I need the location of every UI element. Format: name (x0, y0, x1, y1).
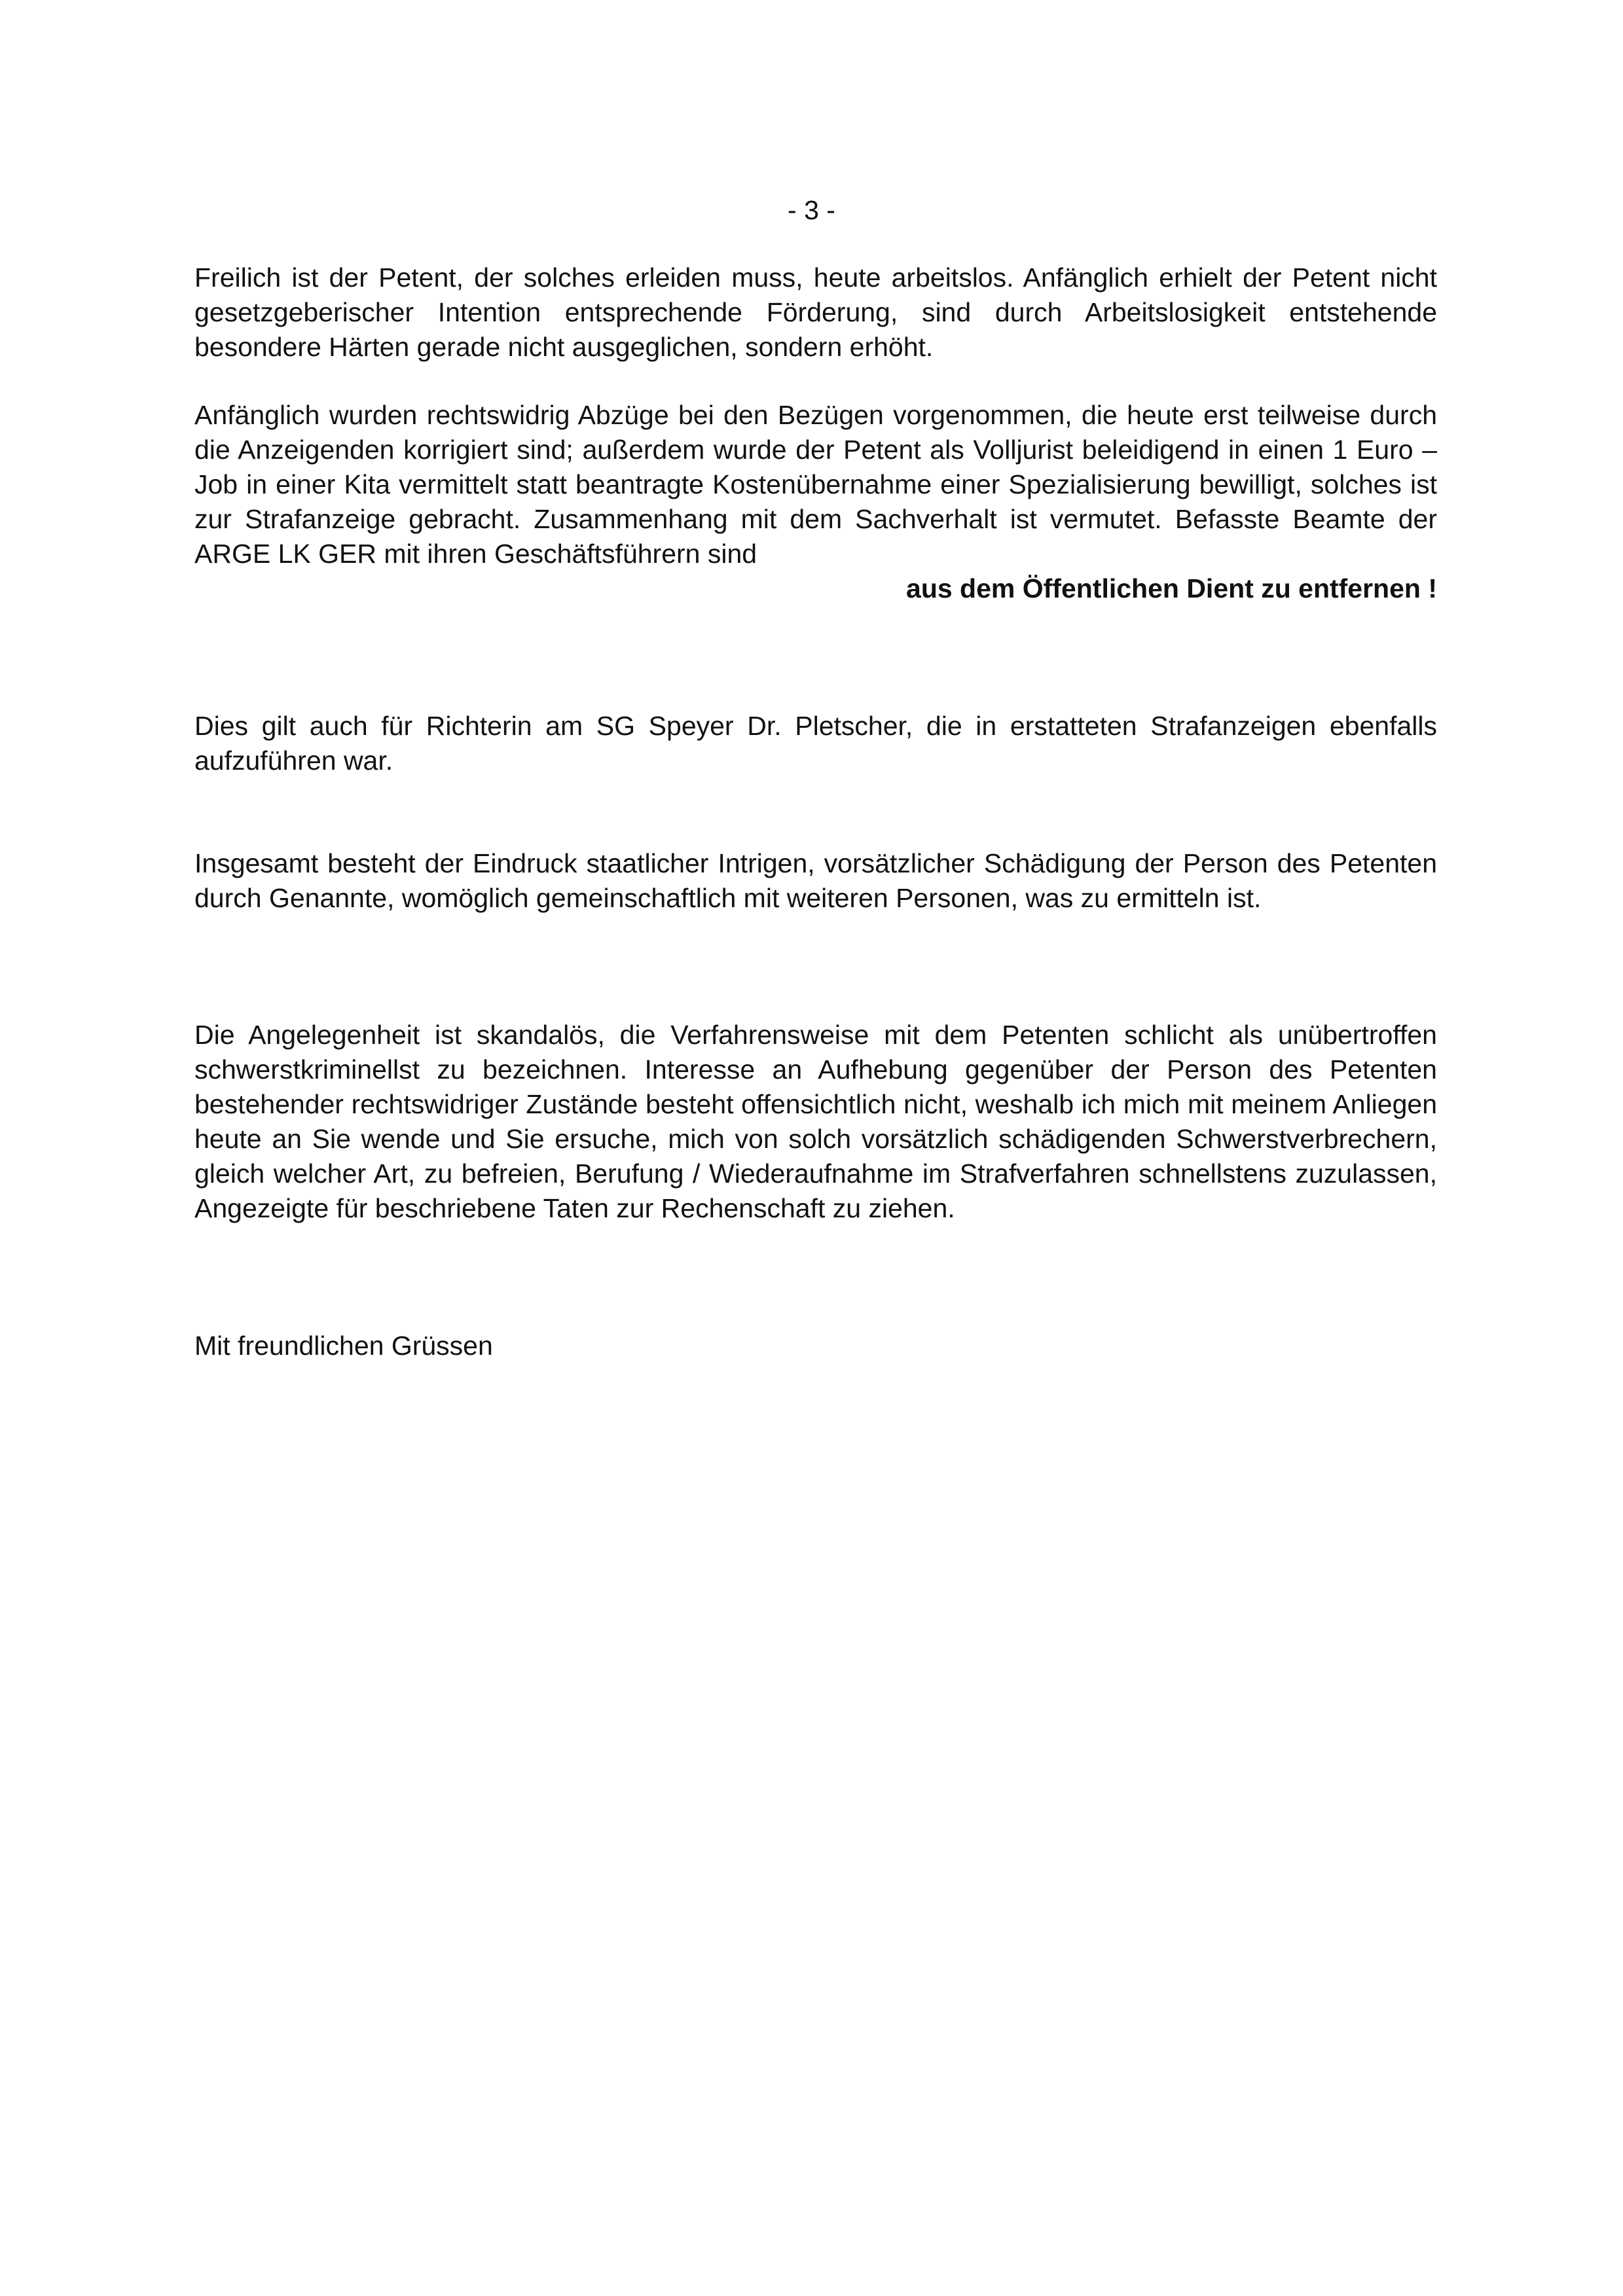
paragraph-judge (194, 709, 1437, 778)
page-number: - 3 - (788, 195, 835, 225)
paragraph-request (194, 1018, 1437, 1226)
paragraph-text: Dies gilt auch für Richterin am SG Speyer Dr. Pletscher, die in erstatteten Strafanzeigen ebenfalls aufzuführen war. (194, 711, 1437, 776)
paragraph-text: Die Angelegenheit ist skandalös, die Verfahrensweise mit dem Petenten schlicht als unübertroffen schwerstkriminellst zu bezeichnen. Interesse an Aufhebung gegenüber der Person des Petenten bestehender rechtswidriger Zustände besteht offensichtlich nicht, weshalb ich mich mit meinem Anliegen heute an Sie wende und Sie ersuche, mich von solch vorsätzlich schädigenden Schwerstverbrechern, gleich welcher Art, zu befreien, Berufung / Wiederaufnahme im Strafverfahren schnellstens zuzulassen, Angezeigte für beschriebene Taten zur Rechenschaft zu ziehen. (194, 1020, 1437, 1223)
paragraph-deductions (194, 398, 1437, 606)
paragraph-text: Insgesamt besteht der Eindruck staatlicher Intrigen, vorsätzlicher Schädigung der Person des Petenten durch Genannte, womöglich gemeinschaftlich mit weiteren Personen, was zu ermitteln ist. (194, 848, 1437, 913)
paragraph-unemployment (194, 260, 1437, 365)
paragraph-text: Freilich ist der Petent, der solches erleiden muss, heute arbeitslos. Anfänglich erhielt der Petent nicht gesetzgeberischer Intention entsprechende Förderung, sind durch Arbeitslosigkeit entstehende besondere Härten gerade nicht ausgeglichen, sondern erhöht. (194, 262, 1437, 362)
emphasis-demand: aus dem Öffentlichen Dient zu entfernen ! (906, 573, 1437, 603)
paragraph-text: Anfänglich wurden rechtswidrig Abzüge bei den Bezügen vorgenommen, die heute erst teilweise durch die Anzeigenden korrigiert sind; außerdem wurde der Petent als Volljurist beleidigend in einen 1 Euro – Job in einer Kita vermittelt statt beantragte Kostenübernahme einer Spezialisierung bewilligt, solches ist zur Strafanzeige gebracht. Zusammenhang mit dem Sachverhalt ist vermutet. Befasste Beamte der ARGE LK GER mit ihren Geschäftsführern sind (194, 400, 1437, 569)
salutation-text: Mit freundlichen Grüssen (194, 1331, 493, 1361)
closing-salutation (194, 1329, 1437, 1363)
paragraph-impression (194, 846, 1437, 916)
